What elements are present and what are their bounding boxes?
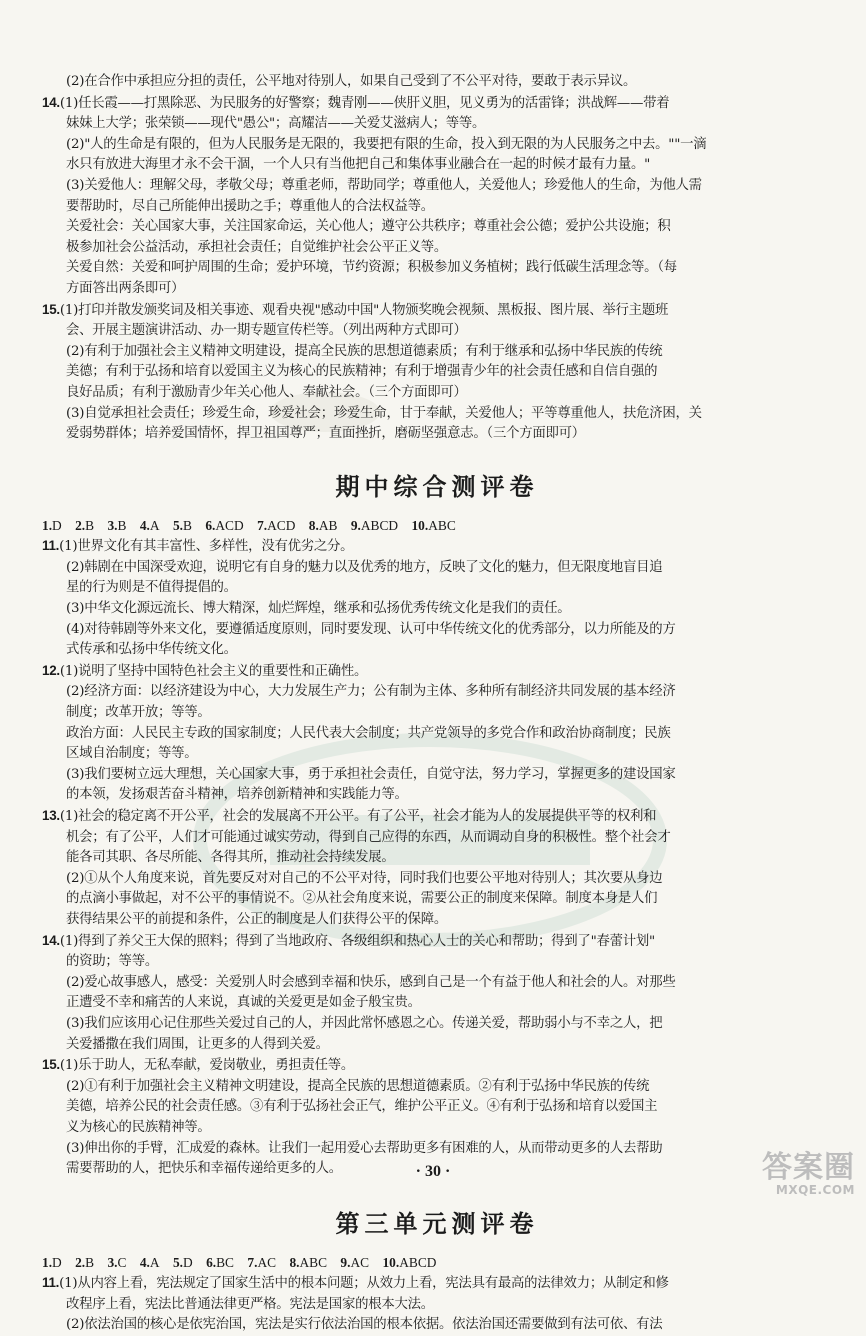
question-number: 10. — [411, 517, 429, 533]
question-number: 8. — [308, 517, 319, 533]
text-line: 的点滴小事做起，对不公平的事情说不。②从社会角度来说，需要公正的制度来保障。制度本身是人们 — [66, 891, 658, 907]
text-line: 关爱社会：关心国家大事，关注国家命运，关心他人；遵守公共秩序；尊重社会公德；爱护公共设施；积 — [66, 219, 671, 235]
choice-answer: A — [149, 1254, 160, 1270]
choice-answer: ACD — [215, 517, 244, 533]
choice-answer: AC — [257, 1254, 277, 1270]
text-line: 星的行为则是不值得提倡的。 — [66, 580, 237, 596]
text-line: (3)自觉承担社会责任；珍爱生命，珍爱社会；珍爱生命，甘于奉献，关爱他人；平等尊重他人，扶危济困，关 — [66, 405, 702, 421]
text-line: 的资助；等等。 — [66, 954, 158, 970]
question-number: 9. — [350, 517, 361, 533]
question-number: 7. — [247, 1254, 258, 1270]
question-number: 3. — [107, 517, 118, 533]
question-number: 3. — [107, 1254, 118, 1270]
choice-answers-midterm — [42, 516, 832, 537]
choice-answer: AC — [350, 1254, 370, 1270]
question-number: 2. — [75, 517, 86, 533]
section-title-midterm: 期中综合测评卷 — [335, 471, 539, 501]
text-line: 方面答出两条即可） — [66, 280, 185, 296]
page-number: · 30 · — [415, 1163, 451, 1180]
section-title-unit3: 第三单元测评卷 — [335, 1208, 539, 1238]
text-line: 美德，培养公民的社会责任感。③有利于弘扬社会正气，维护公平正义。④有利于弘扬和培育以爱国主 — [66, 1099, 658, 1115]
text-line: 13.(1)社会的稳定离不开公平，社会的发展离不开公平。有了公平，社会才能为人的发展提供平等的权利和 — [42, 808, 657, 824]
choice-answer: B — [85, 517, 95, 533]
text-line: (2)有利于加强社会主义精神文明建设，提高全民族的思想道德素质；有利于继承和弘扬中华民族的传统 — [66, 343, 663, 359]
question-number: 8. — [289, 1254, 300, 1270]
text-line: 区域自治制度；等等。 — [66, 746, 198, 762]
choice-answer: B — [117, 517, 127, 533]
question-number: 15. — [42, 301, 60, 317]
text-line: 极参加社会公益活动，承担社会责任；自觉维护社会公平正义等。 — [66, 239, 448, 255]
question-number: 1. — [42, 1254, 53, 1270]
question-number: 7. — [257, 517, 268, 533]
site-watermark-logo — [735, 1152, 855, 1196]
text-line: 会、开展主题演讲活动、办一期专题宣传栏等。（列出两种方式即可） — [66, 323, 467, 339]
question-number: 13. — [42, 808, 60, 823]
text-line: (2)韩剧在中国深受欢迎，说明它有自身的魅力以及优秀的地方，反映了文化的魅力，但无限度地盲目追 — [66, 559, 663, 575]
answers-block-midterm — [42, 536, 832, 1179]
question-number: 12. — [42, 662, 60, 678]
question-number: 2. — [75, 1254, 86, 1270]
text-line: 机会；有了公平，人们才可能通过诚实劳动，得到自己应得的东西，从而调动自身的积极性。整个社会才 — [66, 829, 671, 845]
text-line: (2)①从个人角度来说，首先要反对对自己的不公平对待，同时我们也要公平地对待别人；其次要从身边 — [66, 870, 663, 886]
text-line: (2)依法治国的核心是依宪治国，宪法是实行依法治国的根本依据。依法治国还需要做到有法可依、有法 — [66, 1317, 663, 1333]
text-line: 改程序上看，宪法比普通法律更严格。宪法是国家的根本大法。 — [66, 1296, 434, 1312]
text-line: 获得结果公平的前提和条件，公正的制度是人们获得公平的保障。 — [66, 911, 448, 927]
question-number: 11. — [42, 1275, 60, 1291]
answers-block-previous-unit — [42, 72, 832, 445]
question-number: 11. — [42, 538, 60, 554]
text-line: (3)伸出你的手臂，汇成爱的森林。让我们一起用爱心去帮助更多有困难的人，从而带动更多的人去帮助 — [66, 1140, 663, 1156]
text-line: 政治方面：人民民主专政的国家制度；人民代表大会制度；共产党领导的多党合作和政治协商制度；民族 — [66, 725, 671, 741]
text-line: 关爱播撒在我们周围，让更多的人得到关爱。 — [66, 1036, 329, 1052]
text-line: (3)我们要树立远大理想，关心国家大事，勇于承担社会责任，自觉守法，努力学习，掌握更多的建设国家 — [66, 766, 676, 782]
text-line: (3)中华文化源远流长、博大精深，灿烂辉煌，继承和弘扬优秀传统文化是我们的责任。 — [66, 601, 571, 617]
text-line: 14.(1)任长霞——打黑除恶、为民服务的好警察；魏青刚——侠肝义胆，见义勇为的活雷锋；洪战辉——带着 — [42, 94, 670, 111]
text-line: 11.(1)世界文化有其丰富性、多样性，没有优劣之分。 — [42, 538, 354, 555]
text-line: 妹妹上大学；张荣锁——现代"愚公"；高耀洁——关爱艾滋病人；等等。 — [66, 116, 486, 132]
text-line: (2)经济方面：以经济建设为中心，大力发展生产力；公有制为主体、多种所有制经济共同发展的基本经济 — [66, 684, 676, 700]
answers-block-unit3 — [42, 1273, 832, 1336]
text-line: (2)爱心故事感人，感受：关爱别人时会感到幸福和快乐，感到自己是一个有益于他人和社会的人。对那些 — [66, 974, 676, 990]
answer-page — [42, 72, 832, 1336]
question-number: 10. — [382, 1254, 400, 1270]
watermark-site-url: MXQE.COM — [775, 1183, 855, 1197]
choice-answer: B — [183, 517, 192, 533]
question-number: 4. — [139, 1254, 150, 1270]
text-line: 15.(1)打印并散发颁奖词及相关事迹、观看央视"感动中国"人物颁奖晚会视频、黑板报、图片展、举行主题班 — [42, 301, 669, 318]
text-line: 需要帮助的人，把快乐和幸福传递给更多的人。 — [66, 1161, 342, 1177]
text-line: 美德；有利于弘扬和培育以爱国主义为核心的民族精神；有利于增强青少年的社会责任感和自信自强的 — [66, 364, 658, 380]
text-line: 式传承和弘扬中华传统文化。 — [66, 642, 237, 658]
text-line: 12.(1)说明了坚持中国特色社会主义的重要性和正确性。 — [42, 662, 368, 679]
text-line: 爱弱势群体；培养爱国情怀，捍卫祖国尊严；直面挫折，磨砺坚强意志。（三个方面即可） — [66, 426, 585, 442]
question-number: 4. — [139, 517, 150, 533]
choice-answer: ABCD — [360, 517, 399, 533]
choice-answer: ABC — [299, 1254, 328, 1270]
choice-answer: B — [85, 1254, 95, 1270]
text-line: (4)对待韩剧等外来文化，要遵循适度原则，同时要发现、认可中华传统文化的优秀部分，以力所能及的方 — [66, 621, 676, 637]
choice-answer: A — [149, 517, 160, 533]
text-line: 的本领，发扬艰苦奋斗精神，培养创新精神和实践能力等。 — [66, 787, 408, 803]
text-line: 制度；改革开放；等等。 — [66, 705, 211, 721]
text-line: (2)"人的生命是有限的，但为人民服务是无限的，我要把有限的生命，投入到无限的为人民服务之中去。""一滴 — [66, 136, 707, 152]
question-number: 1. — [42, 517, 53, 533]
text-line: 正遭受不幸和痛苦的人来说，真诚的关爱更是如金子般宝贵。 — [66, 995, 421, 1011]
question-number: 9. — [340, 1254, 351, 1270]
text-line: (3)关爱他人：理解父母，孝敬父母；尊重老师，帮助同学；尊重他人，关爱他人；珍爱他人的生命，为他人需 — [66, 177, 702, 193]
choice-answer: BC — [216, 1254, 234, 1270]
text-line: 15.(1)乐于助人，无私奉献，爱岗敬业，勇担责任等。 — [42, 1057, 355, 1074]
choice-answer: AB — [318, 517, 338, 533]
choice-answers-unit3 — [42, 1253, 832, 1274]
question-number: 6. — [205, 517, 216, 533]
text-line: 关爱自然：关爱和呵护周围的生命；爱护环境，节约资源；积极参加义务植树；践行低碳生活理念等。（每 — [66, 260, 677, 276]
text-line: 11.(1)从内容上看，宪法规定了国家生活中的根本问题；从效力上看，宪法具有最高的法律效力；从制定和修 — [42, 1275, 669, 1292]
text-line: (3)我们应该用心记住那些关爱过自己的人，并因此常怀感恩之心。传递关爱，帮助弱小与不幸之人，把 — [66, 1015, 663, 1031]
choice-answer: ABCD — [399, 1254, 437, 1270]
text-line: (2)在合作中承担应分担的责任，公平地对待别人，如果自己受到了不公平对待，要敢于表示异议。 — [66, 74, 637, 89]
text-line: 良好品质；有利于激励青少年关心他人、奉献社会。（三个方面即可） — [66, 384, 467, 400]
choice-answer: C — [117, 1254, 127, 1270]
text-line: 水只有放进大海里才永不会干涸，一个人只有当他把自己和集体事业融合在一起的时候才最有力量。" — [66, 157, 651, 173]
watermark-logo-text: 答案圈 — [762, 1150, 855, 1185]
choice-answer: D — [52, 517, 62, 533]
text-line: 义为核心的民族精神等。 — [66, 1119, 211, 1135]
question-number: 5. — [172, 1254, 184, 1270]
text-line: 能各司其职、各尽所能、各得其所，推动社会持续发展。 — [66, 850, 395, 866]
choice-answer: ACD — [267, 517, 296, 533]
choice-answer: D — [52, 1254, 62, 1270]
question-number: 14. — [42, 932, 60, 948]
text-line: 14.(1)得到了养父王大保的照料；得到了当地政府、各级组织和热心人士的关心和帮助；得到了"春蕾计划" — [42, 932, 655, 949]
question-number: 14. — [42, 94, 60, 110]
choice-answer: D — [183, 1254, 193, 1270]
text-line: (2)①有利于加强社会主义精神文明建设，提高全民族的思想道德素质。②有利于弘扬中华民族的传统 — [66, 1078, 650, 1094]
choice-answer: ABC — [428, 517, 456, 533]
question-number: 15. — [42, 1057, 60, 1073]
text-line: 要帮助时，尽自己所能伸出援助之手；尊重他人的合法权益等。 — [66, 198, 434, 214]
question-number: 6. — [206, 1254, 217, 1270]
question-number: 5. — [172, 517, 184, 533]
